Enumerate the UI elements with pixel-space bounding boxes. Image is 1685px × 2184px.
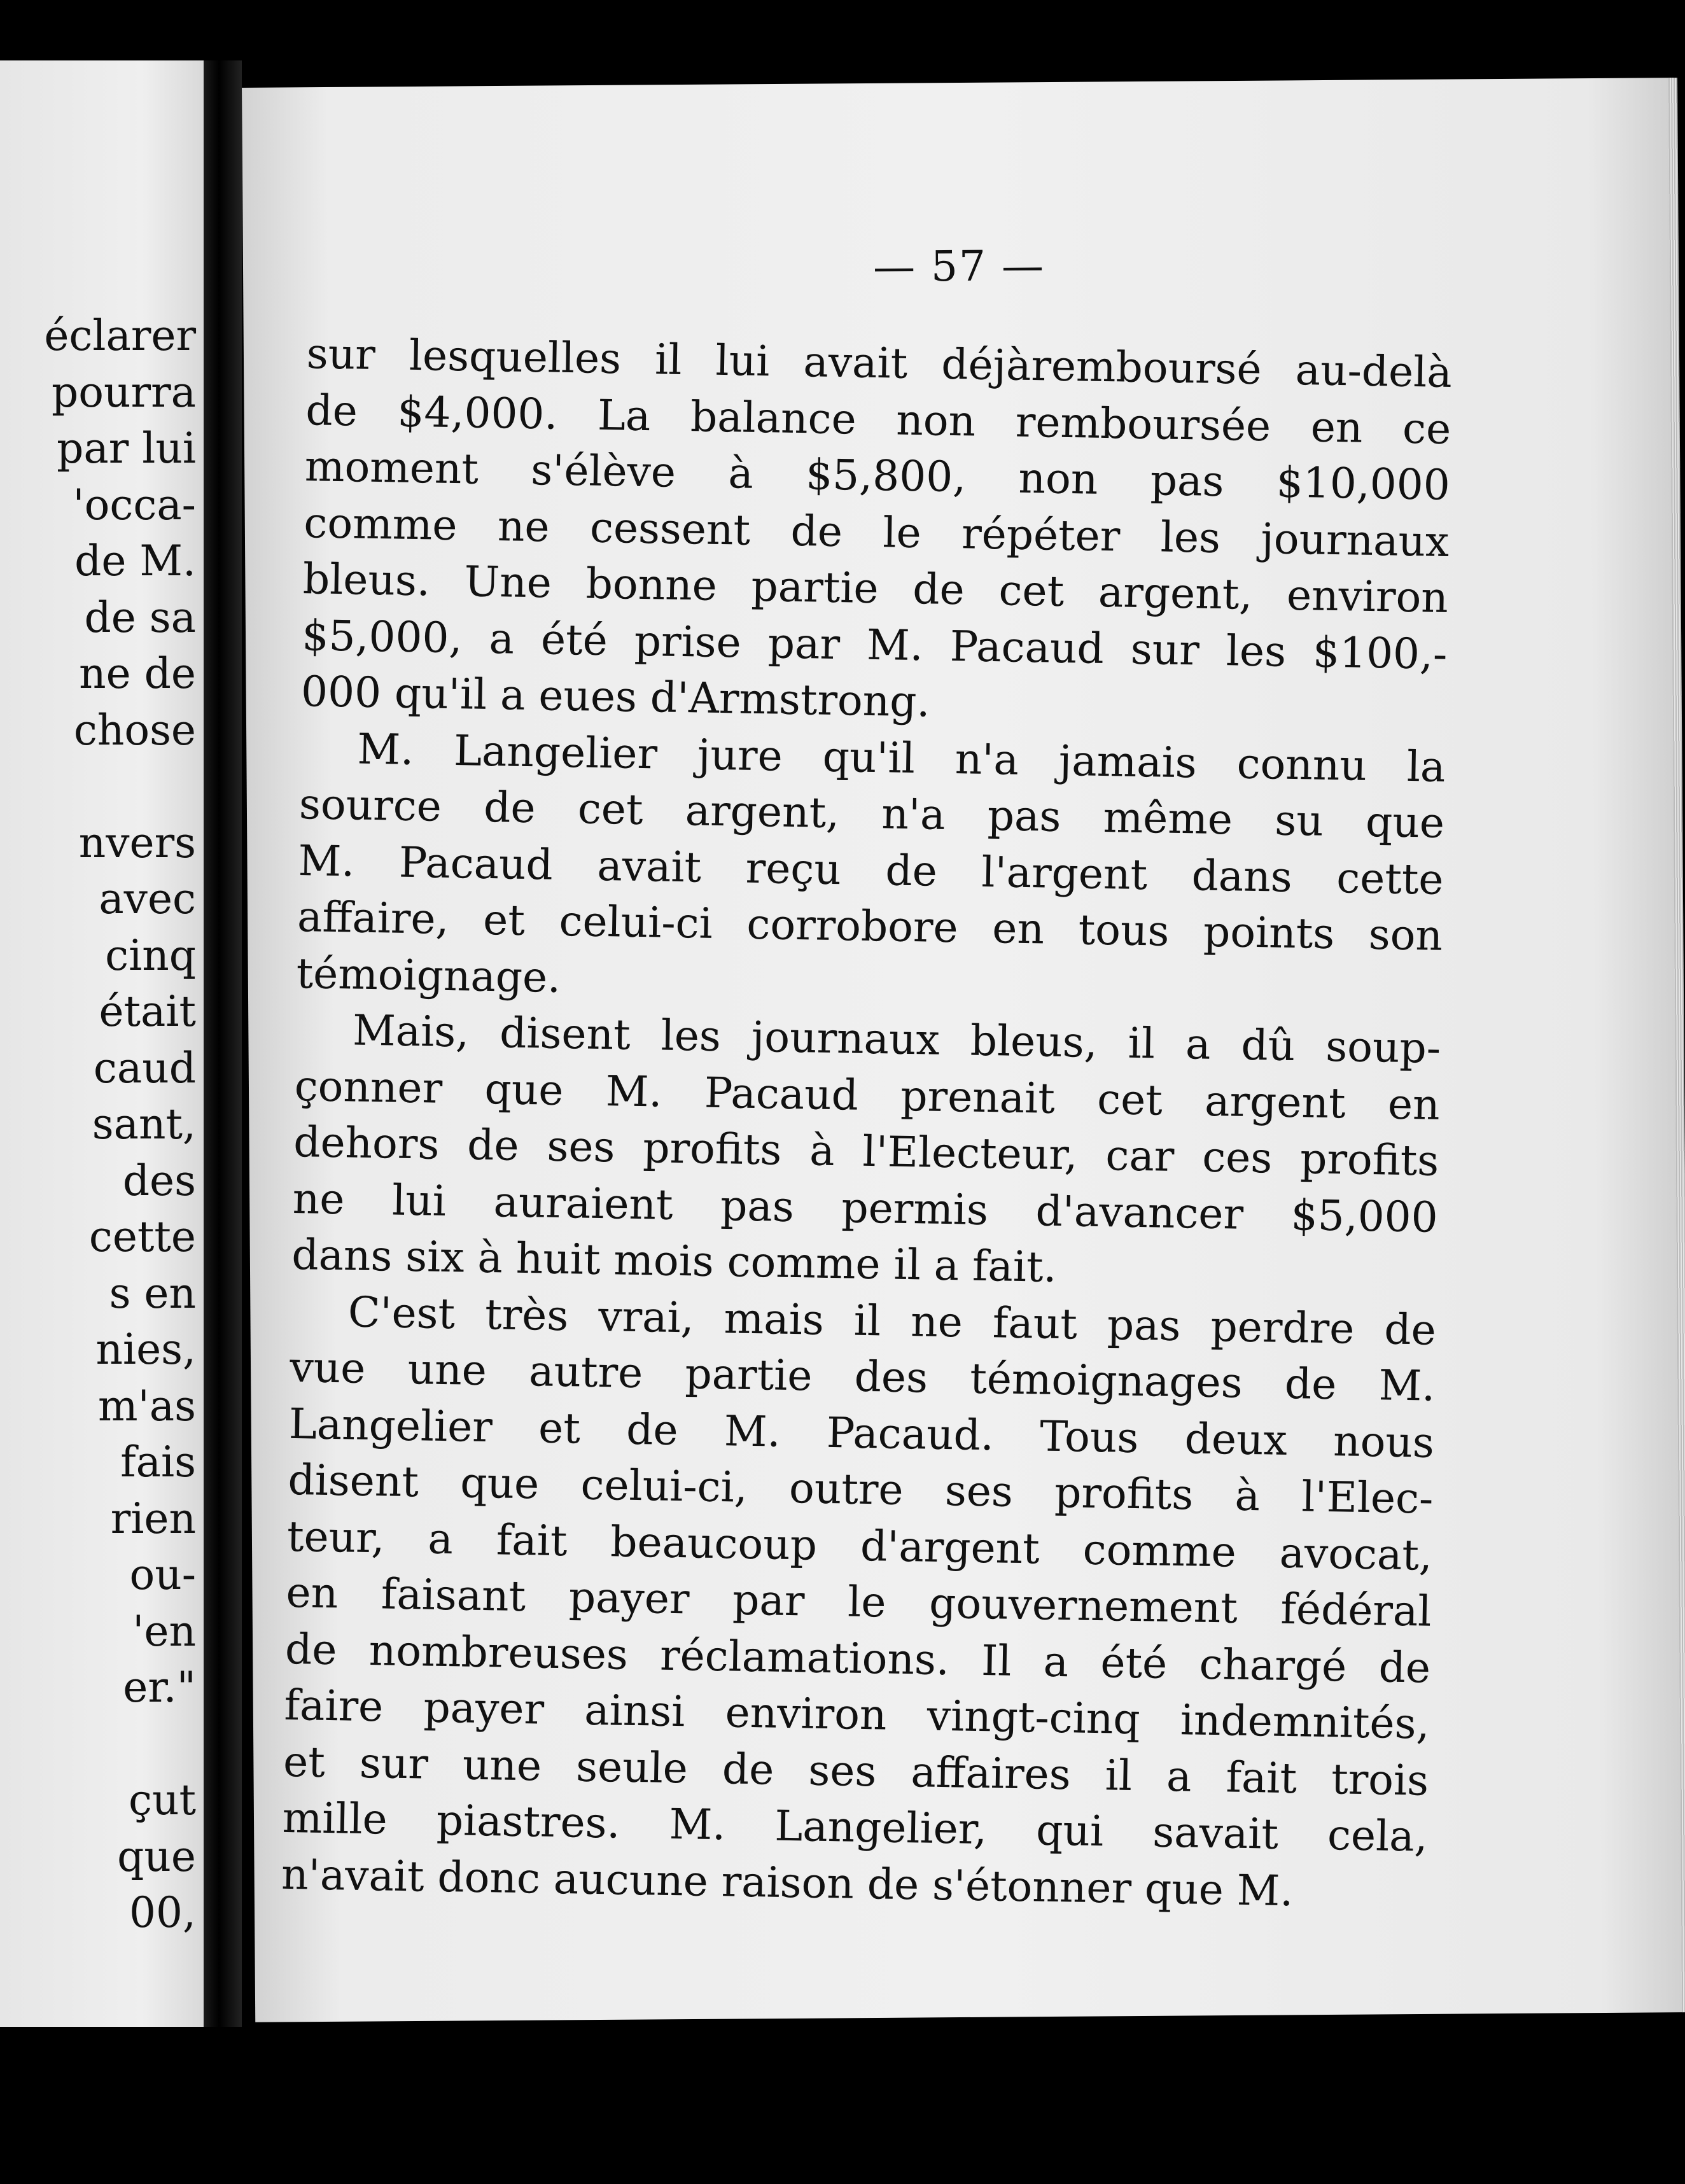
previous-page-line: de M.	[74, 536, 196, 585]
paragraph	[296, 720, 1446, 1021]
text-line: source de cet argent, n'a pas même su que	[298, 780, 1445, 848]
previous-page-line: ne de	[79, 649, 196, 698]
text-line: de $4,000. La balance non remboursée en ce	[305, 385, 1451, 454]
previous-page-line: avec	[99, 874, 196, 923]
previous-page-line: rien	[110, 1494, 196, 1543]
previous-page-line: 'en	[132, 1606, 196, 1656]
paragraph	[281, 1283, 1437, 1921]
previous-page-line: nvers	[78, 818, 196, 867]
previous-page-line: sant,	[92, 1100, 196, 1149]
paragraph	[300, 326, 1452, 739]
text-line: C'est très vrai, mais il ne faut pas perdre de	[347, 1287, 1437, 1355]
text-line: moment s'élève à $5,800, non pas $10,000	[304, 442, 1451, 510]
text-line: de nombreuses réclamations. Il a été chargé de	[284, 1624, 1431, 1693]
previous-page-line: s en	[109, 1268, 196, 1318]
text-line: çonner que M. Pacaud prenait cet argent en	[294, 1061, 1441, 1130]
previous-page-line: nies,	[95, 1325, 196, 1374]
text-line: en faisant payer par le gouvernement fédéral	[286, 1567, 1432, 1636]
paragraph	[291, 1002, 1441, 1302]
text-line: dans six à huit mois comme il a fait.	[291, 1229, 1058, 1292]
text-line: bleus. Une bonne partie de cet argent, environ	[302, 554, 1449, 622]
previous-page-line: que	[117, 1831, 196, 1881]
book-page	[242, 78, 1685, 2022]
text-line: affaire, et celui-ci corrobore en tous points son	[297, 892, 1443, 960]
text-line: dehors de ses profits à l'Electeur, car ces profits	[293, 1117, 1439, 1186]
previous-page-line: er."	[123, 1663, 196, 1712]
previous-page-line: éclarer	[44, 311, 196, 360]
text-line: faire payer ainsi environ vingt-cinq indemnités,	[284, 1680, 1430, 1749]
text-line: mille piastres. M. Langelier, qui savait cela,	[282, 1793, 1429, 1861]
text-line: disent que celui-ci, outre ses profits à l'Elec-	[287, 1455, 1434, 1523]
text-line: sur lesquelles il lui avait déjàremboursé au-delà	[306, 329, 1453, 397]
text-line: M. Pacaud avait reçu de l'argent dans cette	[298, 836, 1444, 904]
previous-page-line: cette	[88, 1212, 196, 1261]
page-number: — 57 —	[872, 241, 1045, 291]
text-line: Langelier et de M. Pacaud. Tous deux nous	[288, 1399, 1435, 1467]
text-line: $5,000, a été prise par M. Pacaud sur les $100,-	[301, 610, 1448, 679]
page-edge	[1668, 78, 1685, 2012]
previous-page-line: cinq	[105, 930, 196, 980]
text-line: comme ne cessent de le répéter les journaux	[303, 498, 1450, 566]
previous-page-line: était	[99, 987, 196, 1036]
previous-page-line: des	[122, 1156, 196, 1205]
text-line: Mais, disent les journaux bleus, il a dû soup-	[352, 1005, 1441, 1073]
previous-page-line: m'as	[98, 1381, 196, 1431]
book-gutter	[204, 60, 242, 2027]
text-line: M. Langelier jure qu'il n'a jamais connu la	[356, 724, 1446, 792]
previous-page-line: çut	[129, 1775, 196, 1824]
previous-page-line: chose	[73, 705, 196, 755]
previous-page-line: par lui	[57, 424, 196, 473]
previous-page-line: pourra	[52, 367, 196, 417]
previous-page-line: 'occa-	[73, 480, 196, 529]
previous-page-line: ou-	[129, 1550, 196, 1599]
previous-page-line: caud	[93, 1043, 196, 1093]
previous-page-fragment	[0, 60, 204, 2027]
text-line: n'avait donc aucune raison de s'étonner que M.	[281, 1849, 1294, 1915]
previous-page-line: 00,	[129, 1888, 196, 1937]
text-line: témoignage.	[296, 948, 561, 1002]
previous-page-line: de sa	[84, 592, 196, 642]
text-line: teur, a fait beaucoup d'argent comme avocat,	[286, 1511, 1433, 1580]
page-body	[281, 326, 1453, 1922]
text-line: vue une autre partie des témoignages de M.	[289, 1342, 1436, 1411]
previous-page-line: fais	[120, 1438, 196, 1487]
text-line: ne lui auraient pas permis d'avancer $5,000	[292, 1173, 1439, 1242]
text-line: et sur une seule de ses affaires il a fait trois	[283, 1737, 1429, 1805]
text-line: 000 qu'il a eues d'Armstrong.	[300, 667, 931, 727]
